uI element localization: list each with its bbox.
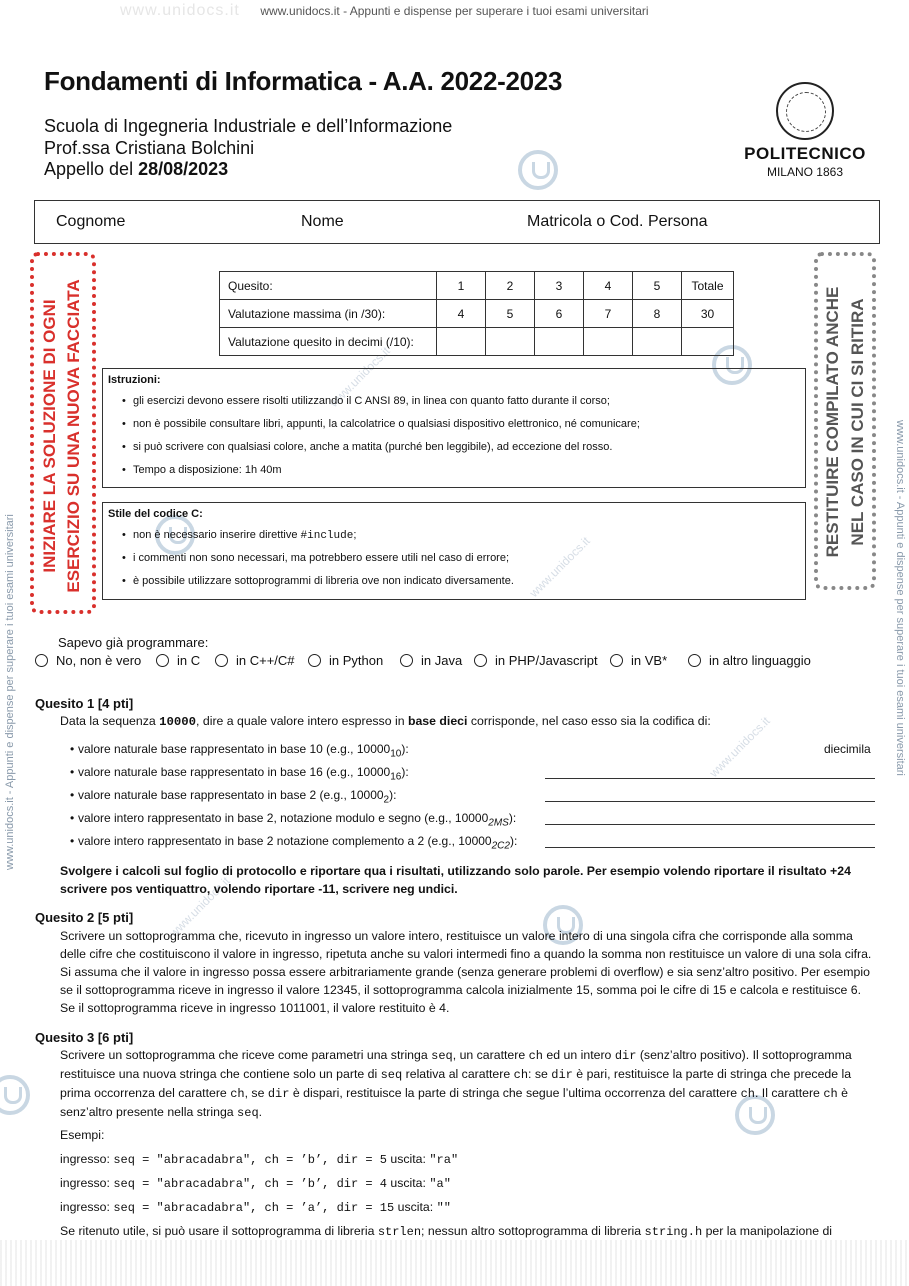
code-style-list [133, 529, 514, 598]
q1-item: • valore intero rappresentato in base 2, notazione modulo e segno (e.g., $10000_{2MS}$): [78, 811, 516, 828]
list-item: • non è possibile consultare libri, appunti, la calcolatrice o qualsiasi dispositivo elettronico, né comunicare; [133, 418, 640, 441]
list-item: • gli esercizi devono essere risolti utilizzando il C ANSI 89, in linea con quanto fatto durante il corso; [133, 395, 640, 418]
radio-icon[interactable] [688, 654, 701, 667]
logo-city: MILANO 1863 [766, 165, 844, 179]
option-vb[interactable]: in VB* [610, 653, 667, 668]
radio-icon[interactable] [308, 654, 321, 667]
programming-label: Sapevo già programmare: [58, 635, 209, 650]
list-item: • si può scrivere con qualsiasi colore, anche a matita (purché ben leggibile), ad eccezione del rosso. [133, 441, 640, 464]
watermark-diag: www.unidocs.it [166, 873, 233, 941]
radio-icon[interactable] [35, 654, 48, 667]
q1-answer-line[interactable] [545, 824, 875, 825]
list-item: • i commenti non sono necessari, ma potrebbero essere utili nel caso di errore; [133, 552, 514, 575]
q1-intro: Data la sequenza 10000, dire a quale valore intero espresso in base dieci corrisponde, nel caso esso sia la codifica di: [60, 714, 711, 729]
q1-answer-line[interactable] [545, 847, 875, 848]
watermark-right: www.unidocs.it - Appunti e dispense per superare i tuoi esami universitari [894, 420, 906, 776]
option-no[interactable]: No, non è vero [35, 653, 141, 668]
grade-cell[interactable] [535, 328, 584, 356]
watermark-diag: www.unidocs.it [326, 343, 393, 411]
watermark-logo-icon [518, 150, 558, 190]
right-warning-box [814, 252, 876, 590]
q1-item: • valore naturale base rappresentato in base 10 (e.g., $10000_{10}$): [78, 742, 409, 759]
q1-title: Quesito 1 [4 pti] [35, 696, 134, 711]
professor: Prof.ssa Cristiana Bolchini [44, 138, 255, 158]
exam-date: Appello del 28/08/2023 [44, 159, 229, 179]
option-cpp[interactable]: in C++/C# [215, 653, 295, 668]
q1-answer-line[interactable] [545, 801, 875, 802]
grade-cell[interactable] [437, 328, 486, 356]
grade-cell[interactable] [584, 328, 633, 356]
q2-body: Scrivere un sottoprogramma che, ricevuto in ingresso un valore intero, restituisce un valore intero di una singola cifra che corrisponde alla somma delle cifre che costituiscono il valore in ingresso, ripetuta anche su valori intermedi fino a quando la somma non restituisce un valore di una sola cifra. Si assuma che il valore in ingresso possa essere arbitrariamente grande (senza generare problemi di overflow) e sia senz’altro positivo. Per esempio se il sottoprogramma riceve in ingresso il valore 12345, il sottoprogramma calcola inizialmente 15, somma poi le cifre di 15 e calcola e restituisce 6. Se il sottoprogramma riceve in ingresso 1011001, il valore restituito è 4. [60, 929, 872, 1015]
q3-last-line: Se ritenuto utile, si può usare il sottoprogramma di libreria strlen; nessun altro sottoprogramma di libreria string.h per la manipolazione di [60, 1224, 833, 1239]
q2-title: Quesito 2 [5 pti] [35, 910, 134, 925]
logo-name: POLITECNICO [744, 144, 866, 163]
left-warning-box [30, 252, 96, 614]
q3-example: ingresso: seq = "abracadabra", ch = ’b’, dir = 4 uscita: "a" [60, 1176, 451, 1191]
option-other[interactable]: in altro linguaggio [688, 653, 811, 668]
q3-examples-label: Esempi: [60, 1128, 105, 1142]
option-java[interactable]: in Java [400, 653, 462, 668]
watermark-diag: www.unidocs.it [706, 713, 773, 781]
q1-answer-line[interactable] [545, 778, 875, 779]
q1-note: Svolgere i calcoli sul foglio di protocollo e riportare qua i risultati, utilizzando solo parole. Per esempio volendo riportare il risultato +24 scrivere pos ventiquattro, volendo riportare -11, scrivere neg undici. [60, 864, 851, 896]
instructions-box [102, 368, 806, 488]
instructions-title: Istruzioni: [108, 374, 161, 386]
q3-body: Scrivere un sottoprogramma che riceve come parametri una stringa seq, un carattere ch ed un intero dir (senz’altro positivo). Il sottoprogramma restituisce una nuova stringa che contiene solo un parte di seq relativa al carattere ch: se dir è pari, restituisce la parte di stringa che precede la prima occorrenza del carattere ch, se dir è dispari, restituisce la parte di stringa che segue l’ultima occorrenza del carattere ch. Il carattere ch è senz’altro presente nella stringa seq. [60, 1048, 852, 1120]
code-style-title: Stile del codice C: [108, 508, 203, 520]
radio-icon[interactable] [400, 654, 413, 667]
q3-title: Quesito 3 [6 pti] [35, 1030, 134, 1045]
grade-cell[interactable] [633, 328, 682, 356]
radio-icon[interactable] [474, 654, 487, 667]
watermark-diag: www.unidocs.it [526, 533, 593, 601]
q3-example: ingresso: seq = "abracadabra", ch = ’b’, dir = 5 uscita: "ra" [60, 1152, 459, 1167]
polimi-seal-icon [776, 82, 834, 140]
q3-example: ingresso: seq = "abracadabra", ch = ’a’, dir = 15 uscita: "" [60, 1200, 451, 1215]
q1-answer-1[interactable]: diecimila [824, 742, 871, 756]
radio-icon[interactable] [610, 654, 623, 667]
instructions-list [133, 395, 640, 487]
code-style-box [102, 502, 806, 600]
q1-item: • valore intero rappresentato in base 2 notazione complemento a 2 (e.g., $10000_{2C2}$): [78, 834, 517, 851]
table-row: Valutazione quesito in decimi (/10): [220, 328, 734, 356]
matricola-field[interactable]: Matricola o Cod. Persona [527, 213, 708, 230]
q1-item: • valore naturale base rappresentato in base 2 (e.g., $10000_2$): [78, 788, 396, 805]
option-c[interactable]: in C [156, 653, 200, 668]
grade-cell[interactable] [682, 328, 734, 356]
radio-icon[interactable] [215, 654, 228, 667]
watermark-ghost: www.unidocs.it [120, 2, 240, 19]
watermark-top: www.unidocs.it - Appunti e dispense per superare i tuoi esami universitari [260, 4, 649, 18]
option-php[interactable]: in PHP/Javascript [474, 653, 598, 668]
list-item: • è possibile utilizzare sottoprogrammi di libreria ove non indicato diversamente. [133, 575, 514, 598]
watermark-left: www.unidocs.it - Appunti e dispense per superare i tuoi esami universitari [4, 514, 16, 870]
school-name: Scuola di Ingegneria Industriale e dell’Informazione [44, 116, 453, 136]
cognome-field[interactable]: Cognome [56, 213, 126, 230]
grade-cell[interactable] [486, 328, 535, 356]
student-info-box [34, 200, 880, 244]
list-item: • non è necessario inserire direttive #include; [133, 529, 514, 552]
radio-icon[interactable] [156, 654, 169, 667]
list-item: • Tempo a disposizione: 1h 40m [133, 464, 640, 487]
left-warning-text: INIZIARE LA SOLUZIONE DI OGNI ESERCIZIO SU UNA NUOVA FACCIATA [40, 279, 83, 593]
table-row: Quesito: 1 2 3 4 5 Totale [220, 272, 734, 300]
table-row: Valutazione massima (in /30): 4 5 6 7 8 30 [220, 300, 734, 328]
page-title: Fondamenti di Informatica - A.A. 2022-2023 [44, 66, 563, 96]
grades-table [219, 271, 734, 356]
watermark-logo-icon [0, 1075, 30, 1115]
option-python[interactable]: in Python [308, 653, 383, 668]
q1-item: • valore naturale base rappresentato in base 16 (e.g., $10000_{16}$): [78, 765, 409, 782]
nome-field[interactable]: Nome [301, 213, 344, 230]
page-bottom-fade [0, 1240, 909, 1286]
right-warning-text: RESTITUIRE COMPILATO ANCHE NEL CASO IN CUI CI SI RITIRA [823, 286, 867, 558]
